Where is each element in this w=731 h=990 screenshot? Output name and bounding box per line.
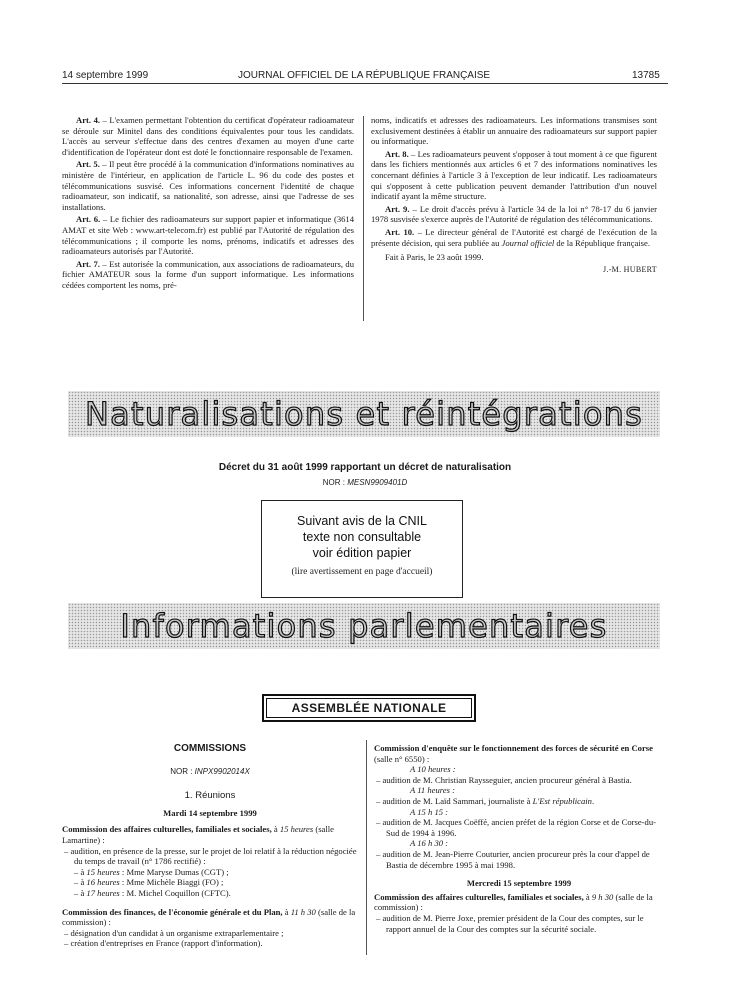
- hearing-text: – audition de M. Laïd Sammari, journaliste à: [376, 795, 533, 806]
- article-number: Art. 7.: [76, 258, 100, 269]
- date-mardi: Mardi 14 septembre 1999: [163, 807, 257, 818]
- meeting-room: (salle n° 6550) :: [374, 753, 430, 764]
- decret-title: Décret du 31 août 1999 rapportant un décret de naturalisation: [218, 462, 512, 473]
- banner-naturalisations-title: Naturalisations et réintégrations: [85, 395, 643, 433]
- hearing-1: – audition de M. Christian Raysseguier, ancien procureur général à Bastia.: [376, 774, 632, 785]
- hearing-time-1: A 10 heures :: [410, 764, 456, 775]
- lower-column-divider: [366, 740, 367, 955]
- hearing-3: – audition de M. Jacques Coëffé, ancien préfet de la région Corse et de Corse-du-Sud de 1994 à 1996.: [376, 817, 656, 838]
- cnil-line-2: texte non consultable: [302, 530, 422, 544]
- commission-title: Commission des affaires culturelles, familiales et sociales,: [374, 891, 584, 902]
- cnil-line-1: Suivant avis de la CNIL: [297, 514, 427, 528]
- time-prefix: à: [282, 906, 291, 917]
- cnil-note: (lire avertissement en page d'accueil): [291, 567, 433, 577]
- article-text: – Est autorisée la communication, aux associations de radioamateurs, du fichier AMATEUR sous la forme d'un support informatique. Les informations cédées comportent les noms, pré-: [62, 258, 355, 290]
- article-number: Art. 6.: [76, 214, 101, 225]
- article-6: [62, 214, 354, 256]
- commission-title: Commission des affaires culturelles, familiales et sociales,: [62, 824, 272, 835]
- article-8: [371, 149, 657, 202]
- sub-time: 15 heures: [86, 866, 120, 877]
- sub-time: 17 heures: [86, 887, 120, 898]
- finances-item-1: – désignation d'un candidat à un organisme extraparlementaire ;: [64, 927, 284, 938]
- sub-time: 16 heures: [86, 877, 120, 888]
- column-divider: [363, 116, 364, 321]
- hearing-4: – audition de M. Jean-Pierre Couturier, ancien procureur près la cour d'appel de Bastia de décembre 1995 à mai 1998.: [376, 848, 650, 870]
- hearing-time-2: A 11 heures :: [410, 785, 455, 796]
- left-article-column: [62, 115, 354, 293]
- hearing-2: [374, 796, 664, 807]
- article-5: [62, 159, 354, 212]
- sub-prefix: – à: [74, 877, 87, 888]
- sub-person: : Mme Maryse Dumas (CGT) ;: [119, 866, 229, 877]
- signature: J.-M. HUBERT: [602, 264, 657, 274]
- hearing-time-3: A 15 h 15 :: [410, 806, 449, 817]
- commission-affaires-culturelles-1: [62, 824, 358, 845]
- meeting-room: (salle de la commission) :: [374, 891, 653, 913]
- assemblee-nationale-box: [262, 694, 476, 722]
- article-text-tail: de la République française.: [554, 237, 650, 248]
- commissions-nor: [62, 767, 358, 778]
- sub-person: : Mme Michèle Biaggi (FO) ;: [119, 877, 224, 888]
- audition-item: – audition, en présence de la presse, sur le projet de loi relatif à la réduction négociée du temps de travail (n° 1786 rectifié) :: [64, 845, 357, 867]
- meeting-time: 9 h 30: [591, 891, 614, 902]
- assemblee-nationale-label: ASSEMBLÉE NATIONALE: [291, 701, 447, 715]
- commission-enquete-corse: [374, 743, 664, 764]
- article-text: – Le fichier des radioamateurs sur support papier et informatique (3614 AMAT et site Web : www.art-telecom.fr) est publié par l'Autorité de régulation des télécommunications ; il comporte les noms, prénoms, indicatifs et adresses des radioamateurs autorisés par l'Autorité.: [62, 214, 355, 257]
- time-prefix: à: [583, 891, 592, 902]
- meeting-room: (salle de la commission) :: [62, 906, 356, 928]
- banner-informations: [68, 603, 660, 649]
- sub-prefix: – à: [74, 866, 87, 877]
- header-date: 14 septembre 1999: [62, 70, 149, 81]
- newspaper-name: L'Est républicain: [532, 795, 592, 806]
- hearing-time: 16 h 30: [417, 838, 444, 849]
- commission-title: Commission d'enquête sur le fonctionnement des forces de sécurité en Corse: [374, 743, 653, 753]
- cnil-notice-box: [261, 500, 463, 598]
- article-number: Art. 5.: [76, 159, 100, 170]
- header-rule: [62, 83, 668, 84]
- article-number: Art. 10.: [385, 226, 415, 237]
- commission-affaires-culturelles-2: [374, 892, 664, 913]
- nor-label: NOR :: [170, 766, 195, 776]
- lower-right-column: [374, 743, 664, 934]
- time-prefix: à: [271, 824, 280, 835]
- commissions-heading: COMMISSIONS: [173, 743, 247, 754]
- commission-finances: [62, 907, 358, 928]
- sub-prefix: – à: [74, 887, 87, 898]
- audition-sub-2: [62, 877, 358, 888]
- header-journal-title: JOURNAL OFFICIEL DE LA RÉPUBLIQUE FRANÇAISE: [238, 70, 491, 81]
- banner-informations-title: Informations parlementaires: [120, 607, 608, 645]
- article-text: – Le directeur général de l'Autorité est chargé de l'exécution de la présente décision, qui sera publiée au: [371, 226, 657, 248]
- finances-item-2: – création d'entreprises en France (rapport d'information).: [64, 938, 263, 949]
- reunions-section: 1. Réunions: [184, 790, 236, 802]
- article-text: – L'examen permettant l'obtention du certificat d'opérateur radioamateur se déroule sur Minitel dans des conditions équivalentes pour tous les candidats. L'accès au serveur s'effectue dans des centres d'examen au moyen d'une carte d'identification de l'opérateur dont est doté le fonctionnaire responsable de l'examen.: [62, 115, 354, 157]
- article-9: [371, 204, 657, 225]
- article-7-continuation: noms, indicatifs et adresses des radioamateurs. Les informations transmises sont exclusivement destinées à établir un annuaire des radioamateurs sur support papier ou informatique.: [371, 115, 657, 147]
- commission-title: Commission des finances, de l'économie générale et du Plan,: [62, 906, 283, 917]
- article-7: [62, 259, 354, 291]
- article-text: – Les radioamateurs peuvent s'opposer à tout moment à ce que figurent dans les fichiers mentionnés aux articles 6 et 7 des informations nominatives les concernant définies à l'article 3 à l'exception de leur indicatif. Les radioamateurs qui s'opposent à cette publication peuvent demander l'attribution d'un nouvel indicatif ayant la même structure.: [371, 148, 658, 202]
- journal-officiel-italic: Journal officiel: [501, 237, 555, 248]
- audition-sub-3: [62, 888, 358, 899]
- nor-label: NOR :: [322, 478, 348, 487]
- article-number: Art. 4.: [76, 115, 101, 125]
- date-mercredi: Mercredi 15 septembre 1999: [466, 878, 572, 889]
- article-number: Art. 9.: [385, 203, 410, 214]
- article-10: [371, 227, 657, 248]
- meeting-time: 15 heures: [279, 824, 314, 835]
- right-article-column: [371, 115, 657, 277]
- hearing-time: 15 h 15: [417, 806, 444, 817]
- article-text: – Le droit d'accès prévu à l'article 34 de la loi n° 78-17 du 6 janvier 1978 susvisée s'exerce auprès de l'Autorité de régulation des télécommunications.: [371, 203, 658, 225]
- fait-a-paris: Fait à Paris, le 23 août 1999.: [385, 252, 484, 263]
- article-number: Art. 8.: [385, 148, 409, 159]
- article-4: [62, 115, 354, 157]
- hearing-time-4: A 16 h 30 :: [410, 838, 449, 849]
- lower-left-column: [62, 744, 358, 949]
- hearing-text-tail: .: [591, 795, 595, 806]
- audition-sub-1: [62, 867, 358, 878]
- hearing-time: 11 heures: [417, 785, 450, 796]
- meeting-room: (salle Lamartine) :: [62, 824, 334, 845]
- hearing-time: 10 heures: [417, 764, 451, 775]
- joxe-audition: – audition de M. Pierre Joxe, premier président de la Cour des comptes, sur le rapport annuel de la Cour des comptes sur la sécurité sociale.: [376, 912, 644, 934]
- banner-naturalisations: [68, 391, 660, 437]
- decret-nor: [62, 478, 668, 487]
- sub-person: : M. Michel Coquillon (CFTC).: [119, 887, 231, 898]
- cnil-line-3: voir édition papier: [312, 546, 412, 560]
- article-text: – Il peut être procédé à la communication d'informations nominatives au ministère de l'intérieur, en application de l'article L. 96 du code des postes et télécommunications susvisé. Ces informations concernent l'identité de chaque radioamateur, son indicatif, sa nationalité, son adresse, ainsi que l'adresse de ses installations.: [62, 159, 355, 212]
- nor-code: MESN9909401D: [347, 478, 408, 487]
- meeting-time: 11 h 30: [290, 906, 316, 917]
- nor-code: INPX9902014X: [194, 766, 250, 776]
- header-page-number: 13785: [632, 70, 660, 81]
